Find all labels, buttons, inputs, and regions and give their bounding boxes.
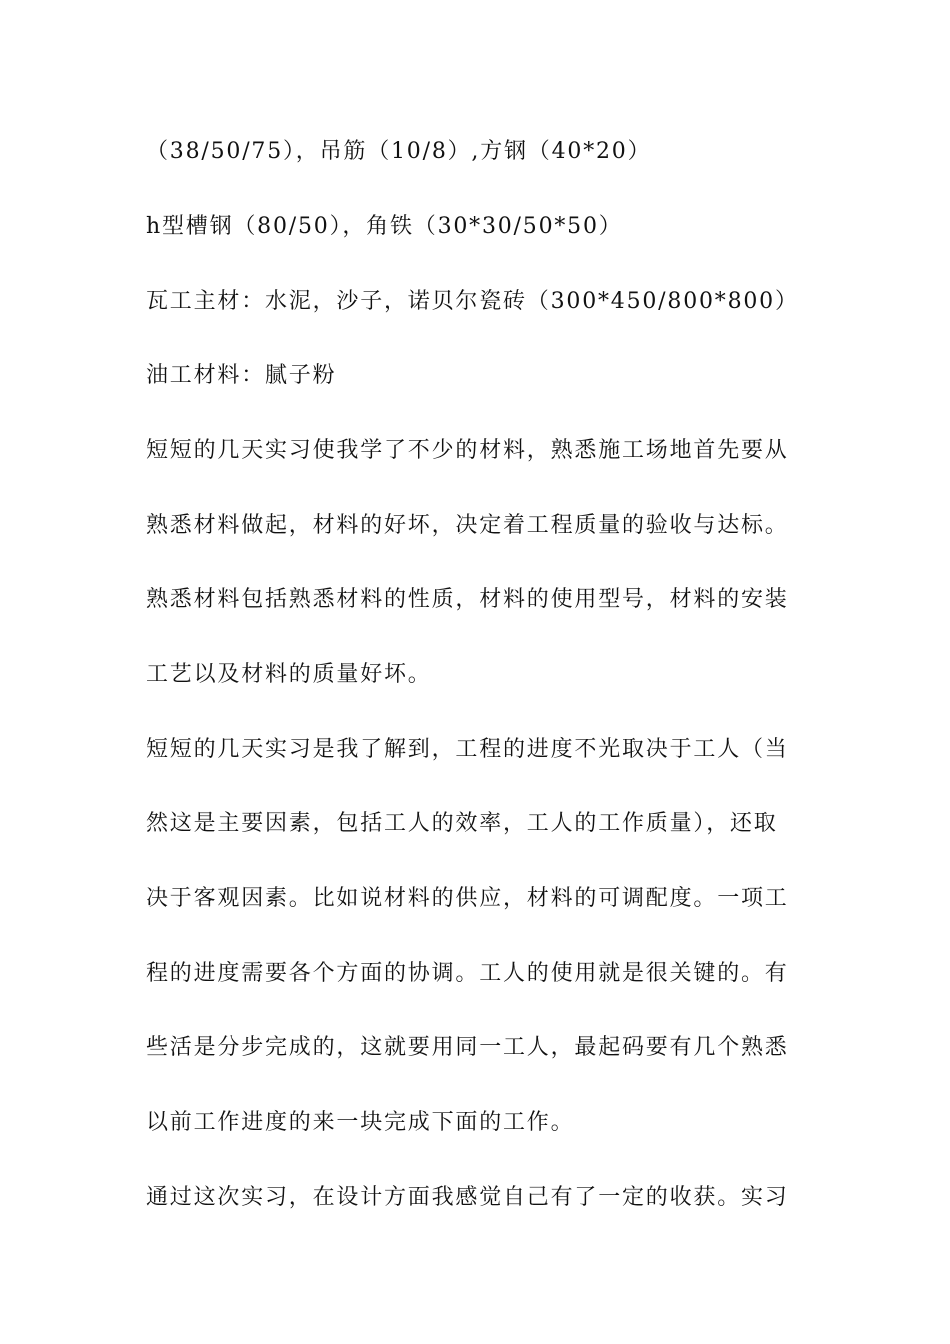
text-line: 工艺以及材料的质量好坏。 (146, 662, 432, 687)
text-line: （38/50/75），吊筋（10/8）,方钢（40*20） (146, 139, 652, 164)
text-line: 然这是主要因素，包括工人的效率，工人的工作质量），还取 (146, 811, 778, 836)
text-line: 熟悉材料做起，材料的好坏，决定着工程质量的验收与达标。 (146, 513, 789, 538)
text-line: h型槽钢（80/50），角铁（30*30/50*50） (146, 214, 623, 239)
text-line: 决于客观因素。比如说材料的供应，材料的可调配度。一项工 (146, 886, 789, 911)
text-line: 熟悉材料包括熟悉材料的性质，材料的使用型号，材料的安装 (146, 587, 789, 612)
text-line: 通过这次实习，在设计方面我感觉自己有了一定的收获。实习 (146, 1185, 789, 1210)
text-line: 程的进度需要各个方面的协调。工人的使用就是很关键的。有 (146, 961, 789, 986)
text-line: 油工材料：腻子粉 (146, 363, 337, 388)
text-line: 短短的几天实习是我了解到，工程的进度不光取决于工人（当 (146, 737, 789, 762)
text-line: 短短的几天实习使我学了不少的材料，熟悉施工场地首先要从 (146, 438, 789, 463)
text-line: 些活是分步完成的，这就要用同一工人，最起码要有几个熟悉 (146, 1035, 789, 1060)
text-line: 以前工作进度的来一块完成下面的工作。 (146, 1110, 575, 1135)
text-line: 瓦工主材：水泥，沙子，诺贝尔瓷砖（300*450/800*800） (146, 289, 799, 314)
